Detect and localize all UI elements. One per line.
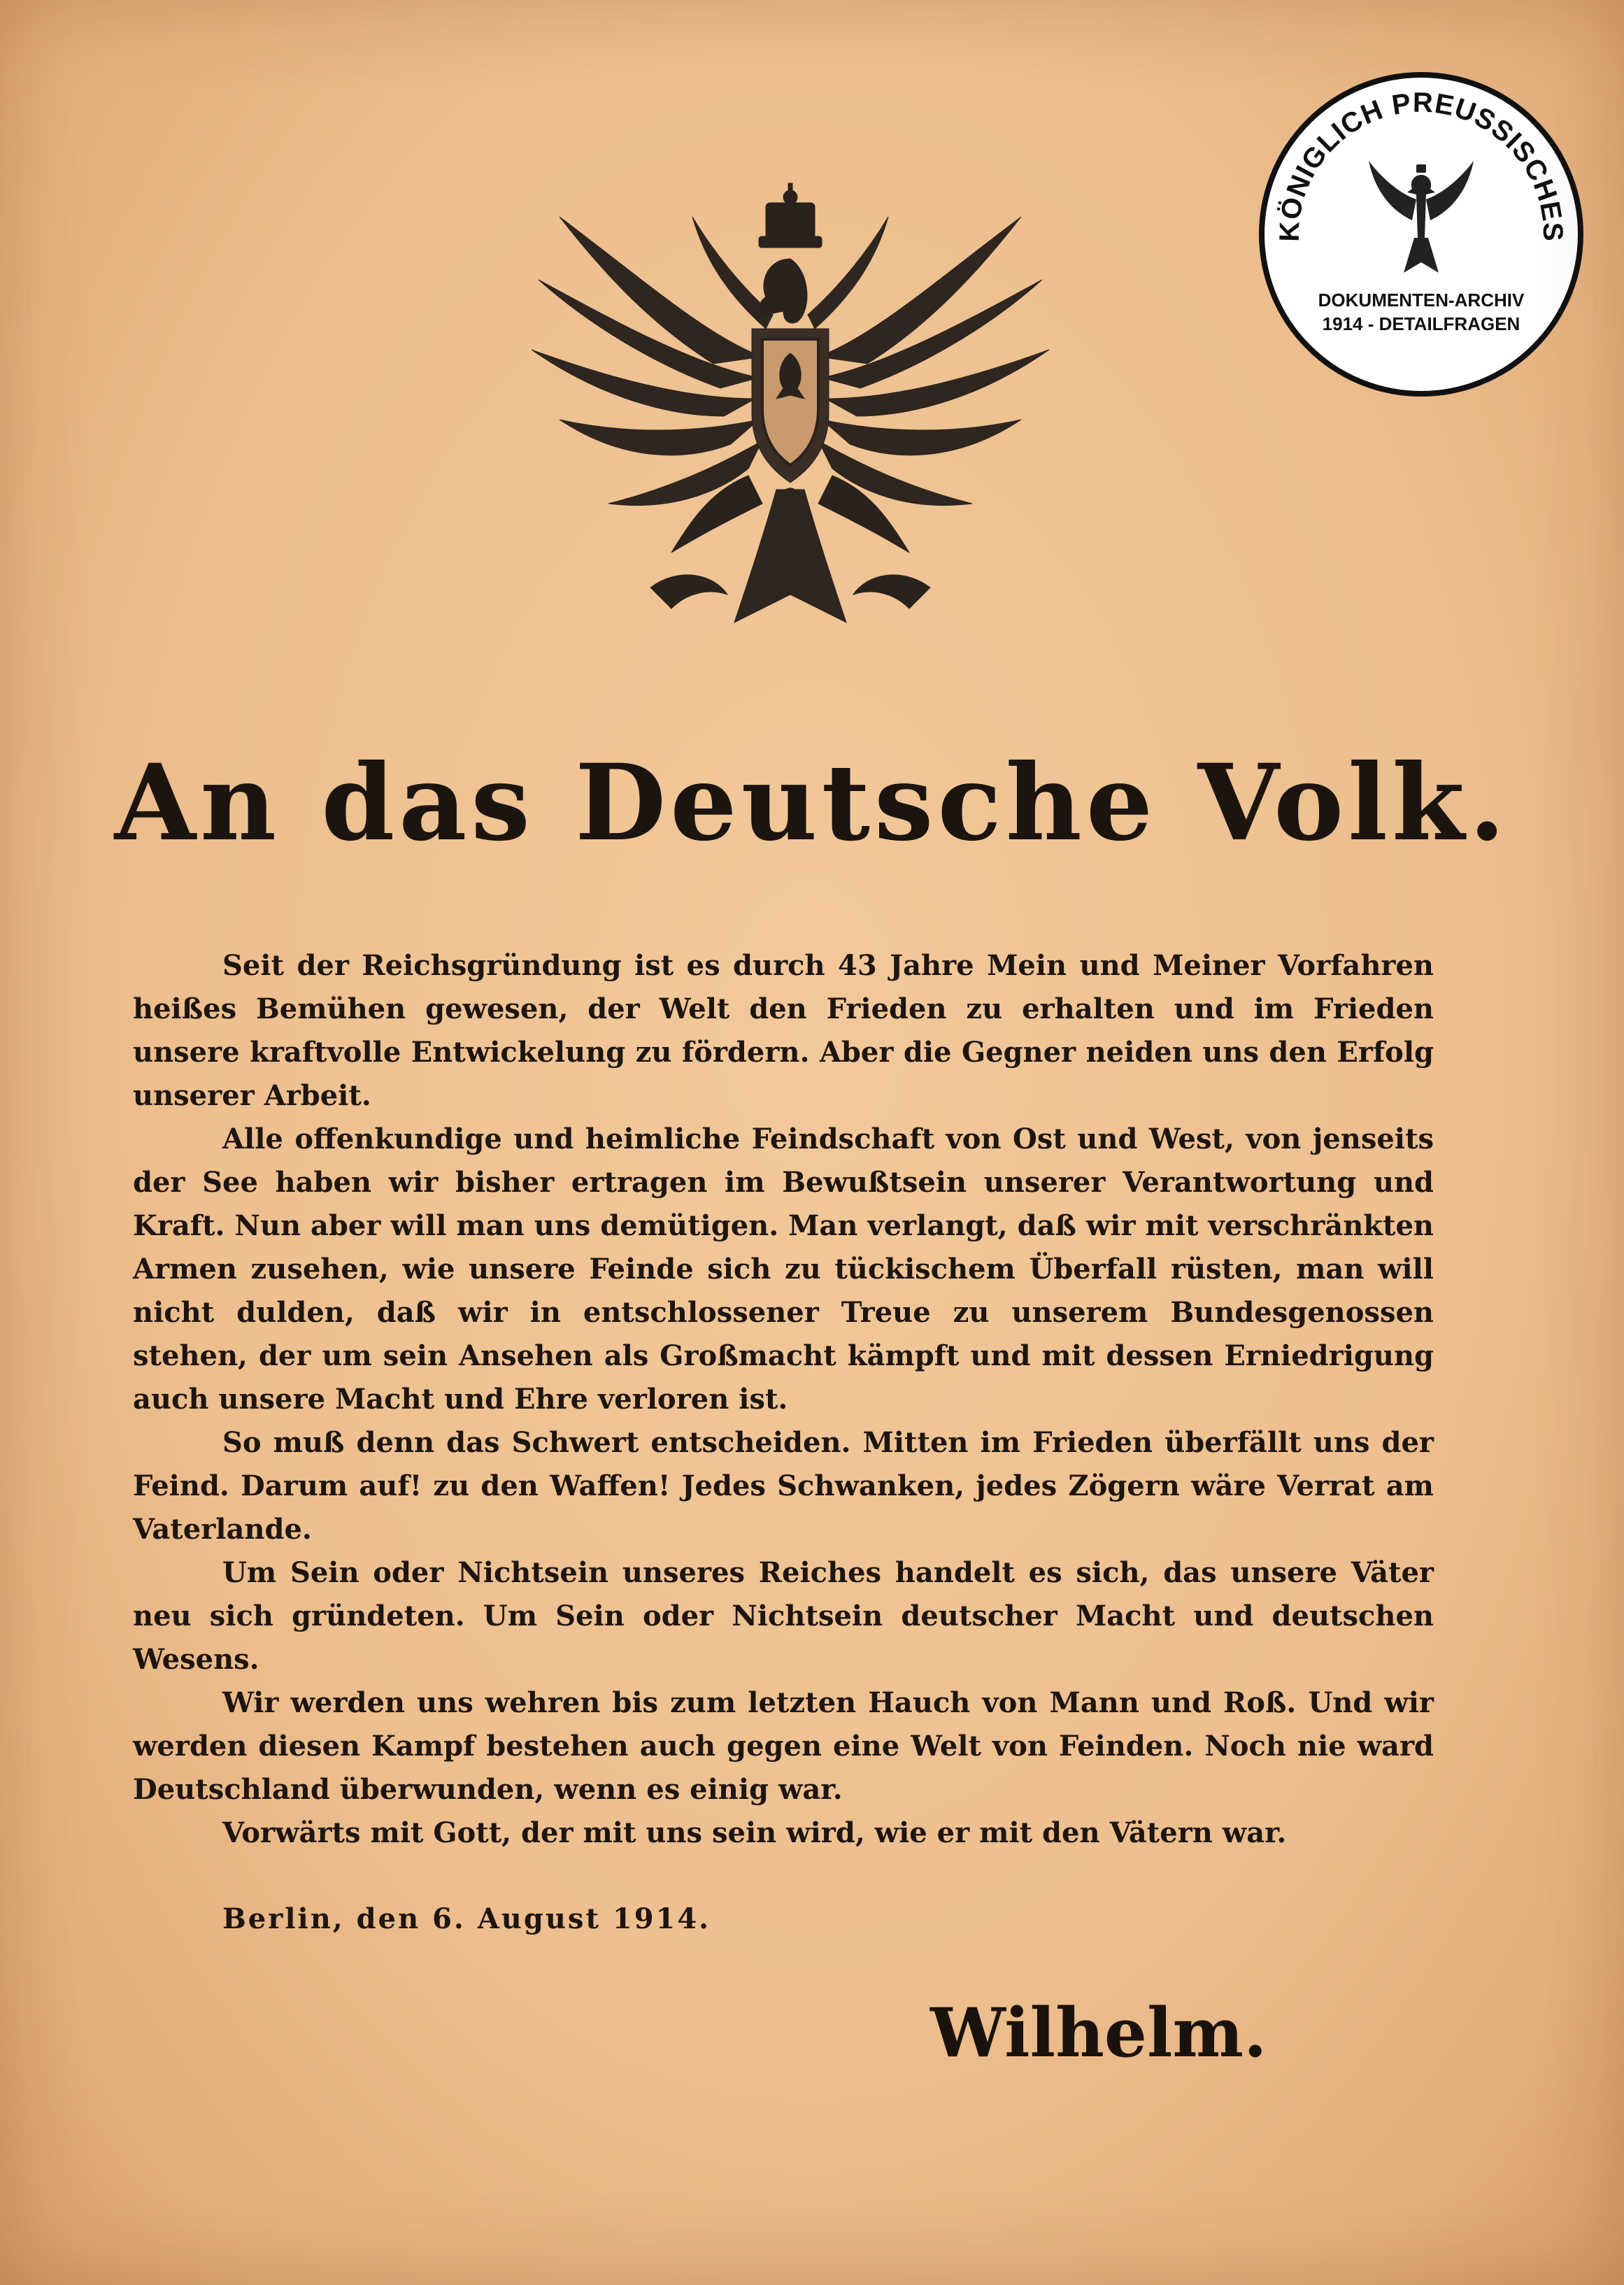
stamp-top-text: KÖNIGLICH PREUSSISCHES [1274, 87, 1569, 243]
stamp-line-2: 1914 - DETAILFRAGEN [1322, 313, 1520, 334]
paragraph: Seit der Reichsgründung ist es durch 43 Jahre Mein und Meiner Vorfahren heißes Bemühen gewesen, der Welt den Frieden zu erhalten und im Frieden unsere kraftvolle Entwickelung zu fördern. Aber die Gegner neiden uns den Erfolg unserer Arbeit. [133, 949, 1434, 1112]
stamp-line-1: DOKUMENTEN-ARCHIV [1318, 290, 1525, 311]
dateline: Berlin, den 6. August 1914. [222, 1902, 711, 1935]
paragraph: Vorwärts mit Gott, der mit uns sein wird, wie er mit den Vätern war. [222, 1816, 1287, 1849]
right-wing [808, 217, 1049, 506]
signature: Wilhelm. [930, 1993, 1267, 2072]
paragraph: Um Sein oder Nichtsein unseres Reiches handelt es sich, das unsere Väter neu sich gründeten. Um Sein oder Nichtsein deutscher Macht und deutschen Wesens. [133, 1556, 1434, 1676]
paragraph: So muß denn das Schwert entscheiden. Mitten im Frieden überfällt uns der Feind. Darum auf! zu den Waffen! Jedes Schwanken, jedes Zögern wäre Verrat am Vaterlande. [133, 1426, 1434, 1546]
imperial-eagle-icon [483, 175, 1098, 664]
paragraph: Wir werden uns wehren bis zum letzten Hauch von Mann und Roß. Und wir werden diesen Kampf bestehen auch gegen eine Welt von Feinden. Noch nie ward Deutschland überwunden, wenn es einig war. [133, 1686, 1434, 1806]
archive-stamp [1257, 70, 1586, 399]
left-wing [532, 217, 773, 506]
crown-icon [759, 183, 822, 248]
document-title: An das Deutsche Volk. [114, 741, 1510, 864]
paragraph: Alle offenkundige und heimliche Feindschaft von Ost und West, von jenseits der See haben wir bisher ertragen im Bewußtsein unserer Verantwortung und Kraft. Nun aber will man uns demütigen. Man verlangt, daß wir mit verschränkten Armen zusehen, wie unsere Feinde sich zu tückischem Überfall rüsten, man will nicht dulden, daß wir in entschlossener Treue zu unserem Bundesgenossen stehen, der um sein Ansehen als Großmacht kämpft und mit dessen Erniedrigung auch unsere Macht und Ehre verloren ist. [133, 1123, 1434, 1416]
proclamation-body [133, 944, 1434, 1855]
